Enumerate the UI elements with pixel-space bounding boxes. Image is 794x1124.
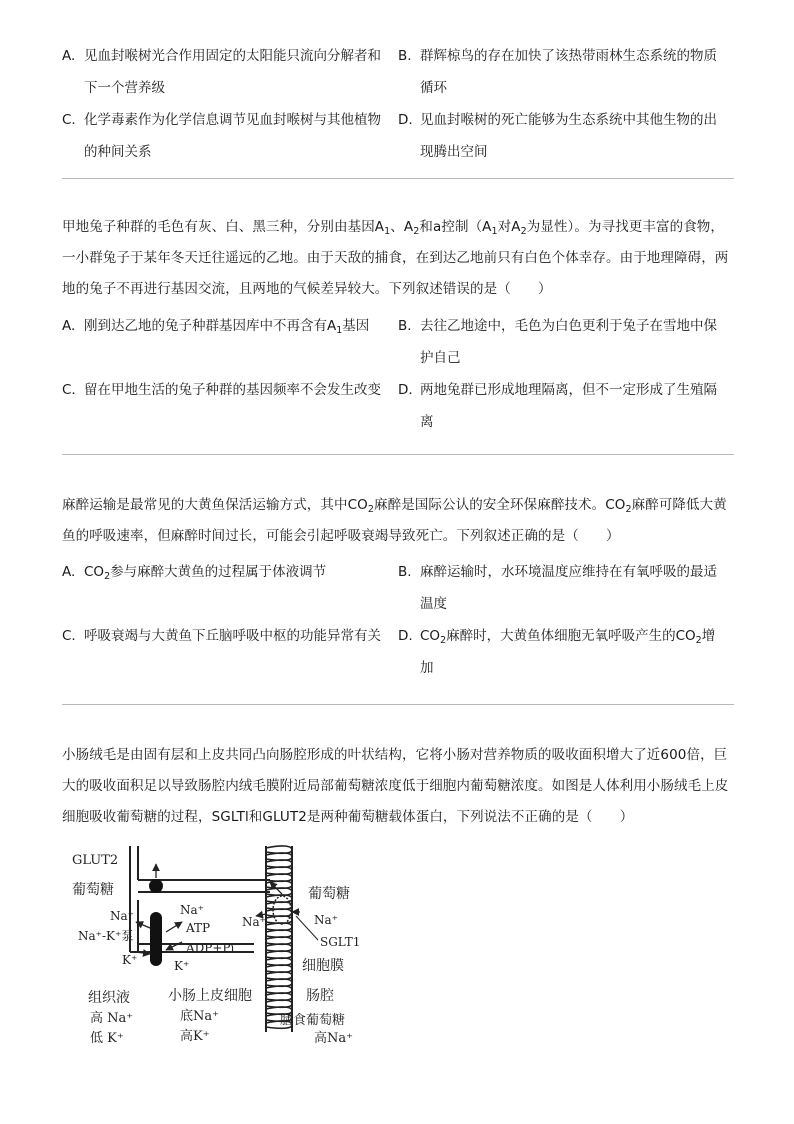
q2-stem: 甲地兔子种群的毛色有灰、白、黑三种，分别由基因$A_1$、$A_2$和a控制（$A_1$对$A_2$为显性）。为寻找更丰富的食物，一小群兔子于某年冬天迁往遥远的乙地。由于天敌的捕食，在到达乙地前只有白色个体幸存。由于地理障碍，两地的兔子不再进行基因交流，且两地的气候差异较大。下列叙述错误的是（ ） <box>62 219 729 297</box>
label-na-left-top: Na⁺ <box>110 909 134 923</box>
q2-option-d[interactable]: D. 两地兔群已形成地理隔离，但不一定形成了生殖隔离 <box>398 382 717 430</box>
label-tissue-fluid: 组织液 <box>88 990 130 1006</box>
label-glucose-left: 葡萄糖 <box>72 882 114 898</box>
glucose-absorption-diagram <box>70 842 370 1062</box>
label-high-na-lumen: 高Na⁺ <box>314 1031 353 1046</box>
label-pump: Na⁺-K⁺泵 <box>78 929 134 943</box>
label-glut2: GLUT2 <box>72 853 119 868</box>
label-high-k-cell: 高K⁺ <box>180 1029 210 1044</box>
q3-stem: 麻醉运输是最常见的大黄鱼保活运输方式，其中$CO_2$麻醉是国际公认的安全环保麻醉技术。$CO_2$麻醉可降低大黄鱼的呼吸速率，但麻醉时间过长，可能会引起呼吸衰竭导致死亡。下列叙述正确的是（ ） <box>62 497 727 544</box>
divider-3 <box>62 704 734 705</box>
q1-option-c[interactable]: C. 化学毒素作为化学信息调节见血封喉树与其他植物的种间关系 <box>62 112 381 160</box>
label-diet-glucose: 膳食葡萄糖 <box>280 1013 346 1028</box>
label-atp: ATP <box>186 921 211 935</box>
label-low-k: 低 K⁺ <box>90 1031 124 1046</box>
na-k-pump <box>150 912 162 966</box>
microvillus <box>266 846 292 853</box>
label-sglt1: SGLT1 <box>320 935 361 949</box>
q1-option-a[interactable]: A. 见血封喉树光合作用固定的太阳能只流向分解者和下一个营养级 <box>62 48 381 96</box>
q3-option-c[interactable]: C. 呼吸衰竭与大黄鱼下丘脑呼吸中枢的功能异常有关 <box>62 628 381 644</box>
q2-option-c[interactable]: C. 留在甲地生活的兔子种群的基因频率不会发生改变 <box>62 382 381 398</box>
glut2-transporter <box>149 879 163 893</box>
label-na-right1: Na⁺ <box>242 915 266 929</box>
label-low-na-cell: 底Na⁺ <box>180 1009 219 1024</box>
label-glucose-right: 葡萄糖 <box>308 886 350 902</box>
label-k-mid: K⁺ <box>174 959 190 973</box>
label-adp: ADP+Pi <box>186 941 235 955</box>
q2-option-b[interactable]: B. 去往乙地途中，毛色为白色更利于兔子在雪地中保护自己 <box>398 318 717 366</box>
q2-option-a[interactable]: A. 刚到达乙地的兔子种群基因库中不再含有$A_1$基因 <box>62 318 370 336</box>
q4-stem: 小肠绒毛是由固有层和上皮共同凸向肠腔形成的叶状结构，它将小肠对营养物质的吸收面积增大了近600倍，巨大的吸收面积足以导致肠腔内绒毛膜附近局部葡萄糖浓度低于细胞内葡萄糖浓度。如图是人体利用小肠绒毛上皮细胞吸收葡萄糖的过程，SGLTl和GLUT2是两种葡萄糖载体蛋白，下列说法不正确的是（ ） <box>62 747 729 825</box>
label-cell: 小肠上皮细胞 <box>168 988 252 1004</box>
microvilli <box>266 846 292 1028</box>
q3-option-d[interactable]: D. $CO_2$麻醉时，大黄鱼体细胞无氧呼吸产生的$CO_2$增加 <box>398 628 716 676</box>
label-lumen: 肠腔 <box>306 988 334 1004</box>
divider-1 <box>62 178 734 179</box>
label-na-right2: Na⁺ <box>314 913 338 927</box>
q3-option-a[interactable]: A. $CO_2$参与麻醉大黄鱼的过程属于体液调节 <box>62 564 327 582</box>
label-membrane: 细胞膜 <box>302 958 344 974</box>
q1-option-b[interactable]: B. 群辉椋鸟的存在加快了该热带雨林生态系统的物质循环 <box>398 48 717 96</box>
q3-option-b[interactable]: B. 麻醉运输时，水环境温度应维持在有氧呼吸的最适温度 <box>398 564 717 612</box>
label-na-mid: Na⁺ <box>180 903 204 917</box>
q1-option-d[interactable]: D. 见血封喉树的死亡能够为生态系统中其他生物的出现腾出空间 <box>398 112 717 160</box>
label-high-na: 高 Na⁺ <box>90 1011 134 1026</box>
divider-2 <box>62 454 734 455</box>
label-k-left: K⁺ <box>122 953 138 967</box>
